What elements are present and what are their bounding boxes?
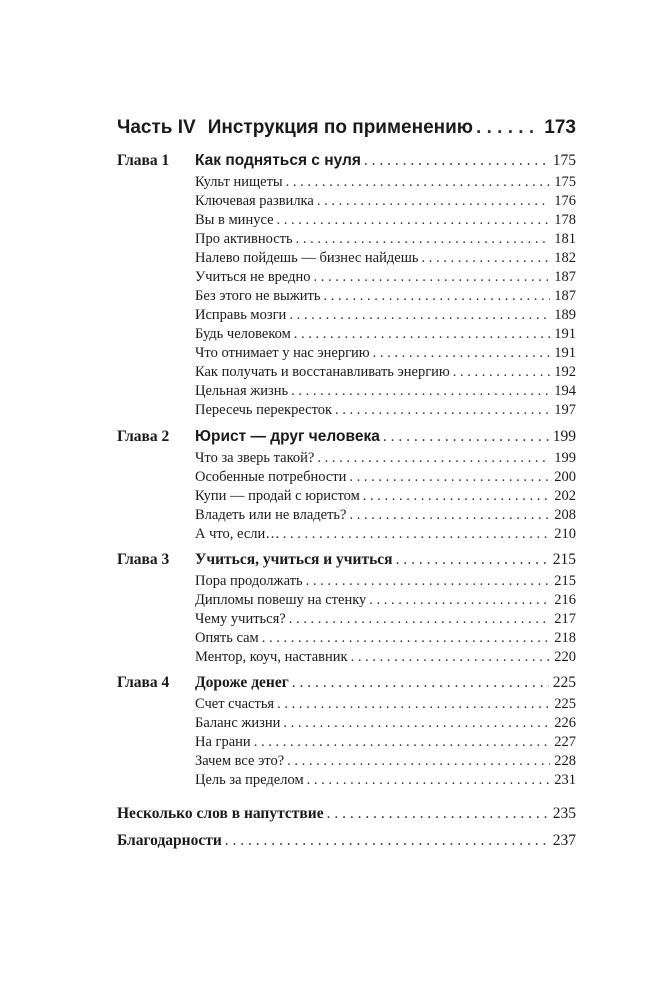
entry-page-number: 218 [554,630,576,646]
toc-entry [195,696,576,713]
dot-leader [283,715,550,732]
dot-leader [317,450,550,467]
dot-leader [277,696,550,713]
entry-page-number: 194 [554,383,576,399]
entry-page-number: 231 [554,772,576,788]
entry-page-number: 187 [554,288,576,304]
chapter-page-number: 199 [552,428,576,445]
entry-page-number: 215 [554,573,576,589]
entry-title: Ментор, коуч, наставник [195,649,348,665]
entry-title: На грани [195,734,251,750]
toc-entry [195,345,576,362]
toc-entry [195,611,576,628]
part-page-number: 173 [544,117,576,138]
toc-entry [195,753,576,770]
entry-page-number: 225 [554,696,576,712]
entry-page-number: 182 [554,250,576,266]
dot-leader [225,832,549,850]
dot-leader [306,573,551,590]
chapter-page-number: 225 [552,674,576,691]
entry-page-number: 208 [554,507,576,523]
chapter-title: Как подняться с нуля [195,152,361,169]
toc-entry [195,488,576,505]
toc-entry [195,364,576,381]
entry-title: Благодарности [117,832,222,849]
entry-title: Цель за пределом [195,772,304,788]
chapter-number: Глава 3 [117,551,170,568]
chapter-number: Глава 2 [117,428,170,445]
chapter-page-number: 215 [552,551,576,568]
chapter-title: Юрист — друг человека [195,428,380,445]
entry-title: Вы в минусе [195,212,274,228]
toc-entry [195,507,576,524]
dot-leader [349,469,550,486]
entry-page-number: 175 [554,174,576,190]
dot-leader [476,117,540,139]
dot-leader [289,307,550,324]
toc-entry [195,212,576,229]
entry-page-number: 178 [554,212,576,228]
dot-leader [296,231,551,248]
entry-title: Счет счастья [195,696,275,712]
entry-page-number: 187 [554,269,576,285]
entry-page-number: 216 [554,592,576,608]
dot-leader [421,250,550,267]
dot-leader [453,364,551,381]
toc-entry [195,734,576,751]
dot-leader [277,212,551,229]
entry-title: Что отнимает у нас энергию [195,345,370,361]
toc-entry [195,630,576,647]
chapter-heading [117,551,576,569]
entry-title: Опять сам [195,630,259,646]
toc-entry [195,402,576,419]
entry-title: Дипломы повешу на стенку [195,592,367,608]
chapter-heading [117,152,576,170]
entry-title: Зачем все это? [195,753,285,769]
dot-leader [262,630,551,647]
toc-entry [195,326,576,343]
entry-page-number: 199 [554,450,576,466]
chapter-number: Глава 4 [117,674,170,691]
toc-entry [195,526,576,543]
entry-title: Несколько слов в напутствие [117,805,324,822]
toc-entry [195,288,576,305]
entry-title: Налево пойдешь — бизнес найдешь [195,250,419,266]
toc-entry [195,174,576,191]
entry-page-number: 235 [552,805,576,822]
entry-title: Владеть или не владеть? [195,507,347,523]
toc-entry [195,469,576,486]
toc-entry [195,772,576,789]
dot-leader [363,488,550,505]
dot-leader [327,805,549,823]
dot-leader [289,611,551,628]
toc-entry [195,715,576,732]
entry-page-number: 227 [554,734,576,750]
toc-entry [195,231,576,248]
entry-page-number: 200 [554,469,576,485]
dot-leader [383,428,549,446]
toc-entry [195,193,576,210]
chapter-number: Глава 1 [117,152,170,169]
entry-page-number: 176 [554,193,576,209]
entry-title: Купи — продай с юристом [195,488,360,504]
entry-page-number: 181 [554,231,576,247]
entry-title: Как получать и восстанавливать энергию [195,364,450,380]
entry-title: Учиться не вредно [195,269,311,285]
chapter-title: Дороже денег [195,674,289,691]
entry-page-number: 202 [554,488,576,504]
entry-title: Особенные потребности [195,469,347,485]
entry-page-number: 210 [554,526,576,542]
entry-page-number: 237 [552,832,576,849]
dot-leader [364,152,549,170]
entry-page-number: 226 [554,715,576,731]
entry-title: Без этого не выжить [195,288,321,304]
dot-leader [324,288,551,305]
afterword-entry [117,805,576,823]
chapter-heading [117,674,576,692]
toc-entry [195,450,576,467]
dot-leader [396,551,549,569]
dot-leader [291,383,550,400]
chapter-title: Учиться, учиться и учиться [195,551,393,568]
entry-title: Пора продолжать [195,573,303,589]
entry-page-number: 217 [554,611,576,627]
entry-page-number: 189 [554,307,576,323]
entry-title: Цельная жизнь [195,383,289,399]
entry-title: Про активность [195,231,293,247]
part-title: Инструкция по применению [207,117,474,138]
toc-entry [195,269,576,286]
acknowledgements-entry [117,832,576,850]
entry-title: Баланс жизни [195,715,281,731]
toc-entry [195,250,576,267]
chapter-page-number: 175 [552,152,576,169]
toc-entry [195,307,576,324]
dot-leader [314,269,551,286]
dot-leader [254,734,551,751]
dot-leader [286,174,551,191]
toc-entry [195,649,576,666]
entry-page-number: 191 [554,345,576,361]
entry-title: Культ нищеты [195,174,283,190]
dot-leader [369,592,550,609]
entry-title: А что, если… [195,526,280,542]
dot-leader [283,526,550,543]
toc-entry [195,383,576,400]
entry-title: Ключевая развилка [195,193,314,209]
part-number: Часть IV [117,117,196,138]
toc-entry [195,592,576,609]
dot-leader [292,674,549,692]
entry-title: Будь человеком [195,326,291,342]
entry-page-number: 197 [554,402,576,418]
toc-entry [195,573,576,590]
entry-title: Пересечь перекресток [195,402,333,418]
dot-leader [335,402,550,419]
entry-page-number: 220 [554,649,576,665]
entry-title: Исправь мозги [195,307,287,323]
entry-title: Что за зверь такой? [195,450,315,466]
chapter-heading [117,428,576,446]
entry-page-number: 192 [554,364,576,380]
dot-leader [294,326,550,343]
dot-leader [373,345,551,362]
dot-leader [317,193,550,210]
dot-leader [287,753,550,770]
part-heading [117,117,576,139]
dot-leader [307,772,551,789]
dot-leader [351,649,551,666]
entry-title: Чему учиться? [195,611,286,627]
entry-page-number: 191 [554,326,576,342]
entry-page-number: 228 [554,753,576,769]
dot-leader [349,507,550,524]
